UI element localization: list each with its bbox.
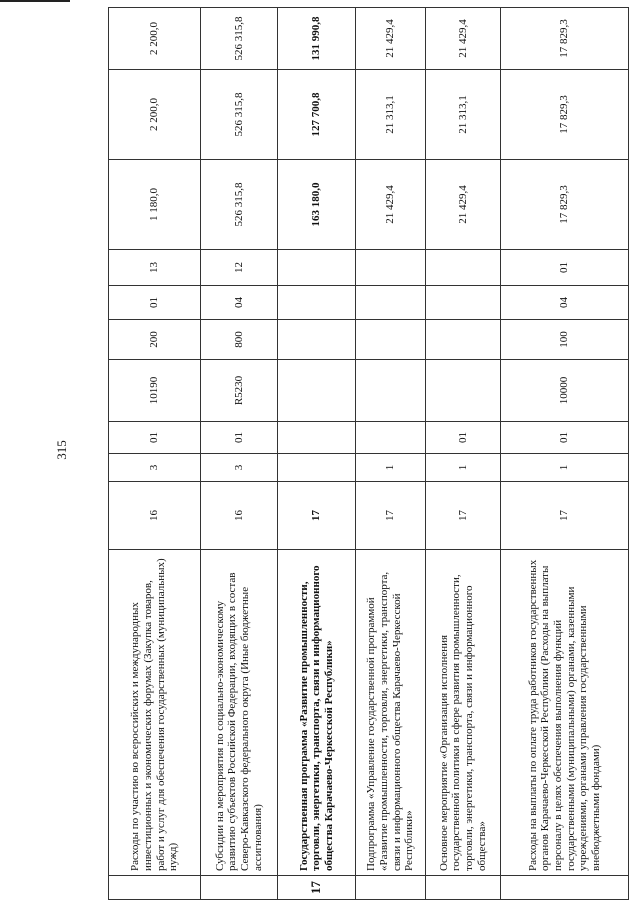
code-program: 17 bbox=[501, 482, 629, 550]
row-name: Расходы по участию во всероссийских и международных инвестиционных и экономических форумах (Закупка товаров, работ и услуг для обеспечения государственных (муниципальных) нужд) bbox=[109, 550, 201, 876]
code-expense-type bbox=[356, 320, 426, 360]
amount-year-2: 21 313,1 bbox=[356, 70, 426, 160]
row-name: Подпрограмма «Управление государственной программой «Развитие промышленности, торговли, энергетики, транспорта, связи и информационного общества Карачаево-Черкесской Республики» bbox=[356, 550, 426, 876]
table-row bbox=[426, 8, 501, 900]
code-main-activity: 01 bbox=[201, 422, 278, 454]
code-main-activity bbox=[356, 422, 426, 454]
code-direction bbox=[426, 360, 501, 422]
table-row-program bbox=[278, 8, 356, 900]
code-direction: 10190 bbox=[109, 360, 201, 422]
amount-year-3: 21 429,4 bbox=[356, 8, 426, 70]
row-number bbox=[201, 876, 278, 900]
amount-year-2: 21 313,1 bbox=[426, 70, 501, 160]
table-row bbox=[356, 8, 426, 900]
amount-year-2: 127 700,8 bbox=[278, 70, 356, 160]
page-number: 315 bbox=[54, 440, 69, 460]
code-subprogram: 1 bbox=[501, 454, 629, 482]
code-subsection bbox=[426, 250, 501, 286]
amount-year-3: 17 829,3 bbox=[501, 8, 629, 70]
code-section bbox=[426, 286, 501, 320]
amount-year-1: 163 180,0 bbox=[278, 160, 356, 250]
row-number bbox=[426, 876, 501, 900]
code-subsection bbox=[278, 250, 356, 286]
code-main-activity: 01 bbox=[109, 422, 201, 454]
row-number bbox=[501, 876, 629, 900]
table-row bbox=[201, 8, 278, 900]
table-row bbox=[109, 8, 201, 900]
code-subprogram: 3 bbox=[109, 454, 201, 482]
row-number bbox=[109, 876, 201, 900]
table-row bbox=[501, 8, 629, 900]
code-subprogram bbox=[278, 454, 356, 482]
amount-year-3: 21 429,4 bbox=[426, 8, 501, 70]
code-section bbox=[278, 286, 356, 320]
amount-year-1: 17 829,3 bbox=[501, 160, 629, 250]
code-expense-type bbox=[278, 320, 356, 360]
code-expense-type: 800 bbox=[201, 320, 278, 360]
code-expense-type: 200 bbox=[109, 320, 201, 360]
amount-year-3: 526 315,8 bbox=[201, 8, 278, 70]
amount-year-1: 526 315,8 bbox=[201, 160, 278, 250]
amount-year-2: 2 200,0 bbox=[109, 70, 201, 160]
code-subprogram: 1 bbox=[426, 454, 501, 482]
code-subsection: 01 bbox=[501, 250, 629, 286]
amount-year-3: 131 990,8 bbox=[278, 8, 356, 70]
top-rule bbox=[0, 0, 70, 2]
budget-table bbox=[108, 7, 629, 900]
row-name: Расходы на выплаты по оплате труда работников государственных органов Карачаево-Черкесской Республики (Расходы на выплаты персоналу в целях обеспечения выполнения функций государственными (муниципальными) органами, казенными учреждениями, органами управления государственными внебюджетными фондами) bbox=[501, 550, 629, 876]
code-program: 16 bbox=[201, 482, 278, 550]
row-number: 17 bbox=[278, 876, 356, 900]
code-program: 16 bbox=[109, 482, 201, 550]
code-section: 04 bbox=[201, 286, 278, 320]
code-main-activity: 01 bbox=[501, 422, 629, 454]
code-section: 04 bbox=[501, 286, 629, 320]
code-direction bbox=[278, 360, 356, 422]
row-name: Субсидии на мероприятия по социально-экономическому развитию субъектов Российской Федерации, входящих в состав Северо-Кавказского федерального округа (Иные бюджетные ассигнования) bbox=[201, 550, 278, 876]
budget-table-region bbox=[108, 8, 628, 900]
budget-table-rotated bbox=[108, 8, 628, 900]
code-main-activity: 01 bbox=[426, 422, 501, 454]
code-direction: 10000 bbox=[501, 360, 629, 422]
code-expense-type bbox=[426, 320, 501, 360]
code-program: 17 bbox=[426, 482, 501, 550]
amount-year-3: 2 200,0 bbox=[109, 8, 201, 70]
amount-year-1: 1 180,0 bbox=[109, 160, 201, 250]
row-name: Государственная программа «Развитие промышленности, торговли, энергетики, транспорта, связи и информационного общества Карачаево-Черкесской Республики» bbox=[278, 550, 356, 876]
code-main-activity bbox=[278, 422, 356, 454]
code-subsection bbox=[356, 250, 426, 286]
amount-year-2: 17 829,3 bbox=[501, 70, 629, 160]
code-program: 17 bbox=[278, 482, 356, 550]
code-subsection: 13 bbox=[109, 250, 201, 286]
code-program: 17 bbox=[356, 482, 426, 550]
amount-year-1: 21 429,4 bbox=[426, 160, 501, 250]
amount-year-1: 21 429,4 bbox=[356, 160, 426, 250]
row-name: Основное мероприятие «Организация исполнения государственной политики в сфере развития промышленности, торговли, энергетики, транспорта, связи и информационного общества» bbox=[426, 550, 501, 876]
amount-year-2: 526 315,8 bbox=[201, 70, 278, 160]
code-expense-type: 100 bbox=[501, 320, 629, 360]
code-subprogram: 3 bbox=[201, 454, 278, 482]
code-subsection: 12 bbox=[201, 250, 278, 286]
code-subprogram: 1 bbox=[356, 454, 426, 482]
code-section bbox=[356, 286, 426, 320]
code-direction: R5230 bbox=[201, 360, 278, 422]
code-section: 01 bbox=[109, 286, 201, 320]
row-number bbox=[356, 876, 426, 900]
code-direction bbox=[356, 360, 426, 422]
